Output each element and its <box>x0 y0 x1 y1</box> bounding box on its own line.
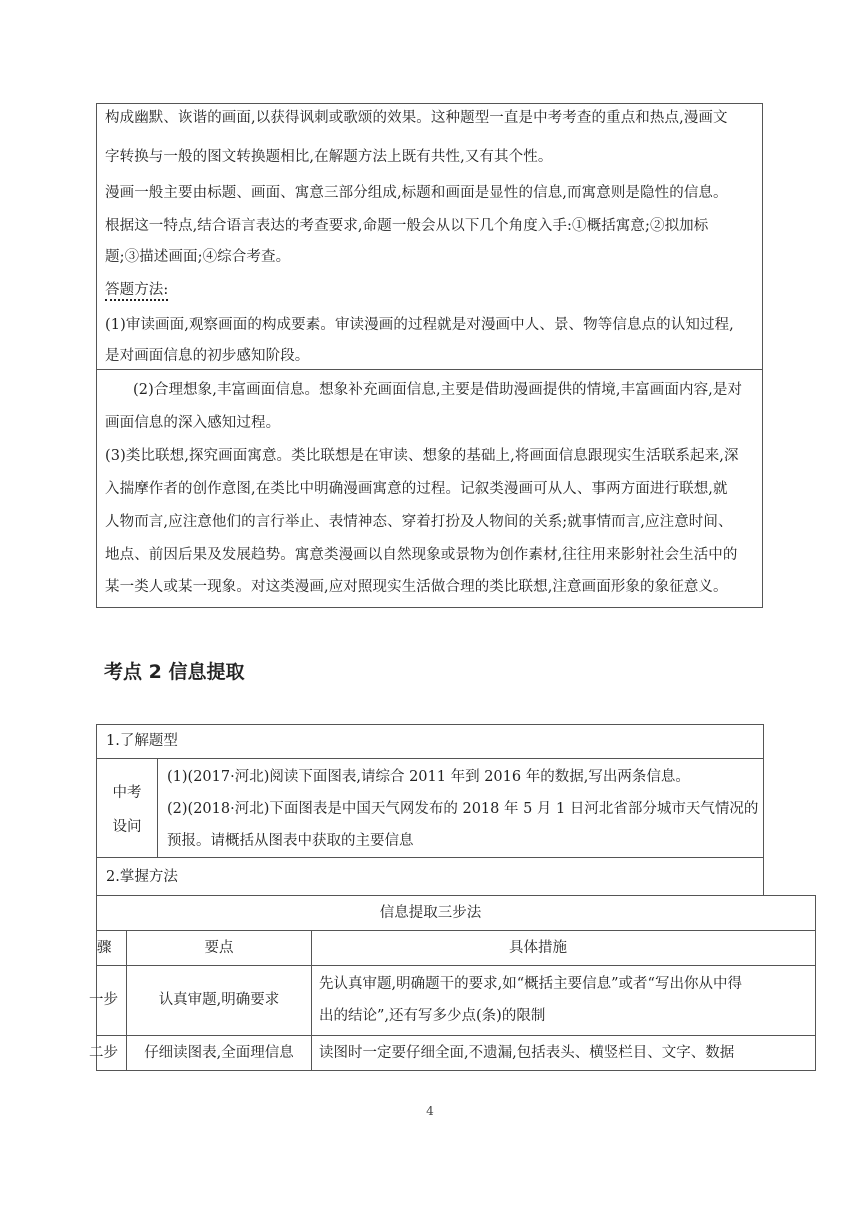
text-line: 漫画一般主要由标题、画面、寓意三部分组成,标题和画面是显性的信息,而寓意则是隐性的信息。 <box>105 185 728 201</box>
header-point: 要点 <box>204 940 234 956</box>
header-step: 骤 <box>97 940 112 956</box>
text-line: 构成幽默、诙谐的画面,以获得讽刺或歌颂的效果。这种题型一直是中考考查的重点和热点,漫画文 <box>105 110 728 126</box>
text-line: 字转换与一般的图文转换题相比,在解题方法上既有共性,又有其个性。 <box>105 149 553 165</box>
measure-line: 读图时一定要仔细全面,不遗漏,包括表头、横竖栏目、文字、数据 <box>319 1045 735 1061</box>
section-heading: 考点 2 信息提取 <box>104 661 245 683</box>
text-line: 某一类人或某一现象。对这类漫画,应对照现实生活做合理的类比联想,注意画面形象的象征意义。 <box>105 579 728 595</box>
table-subtitle: 信息提取三步法 <box>379 905 482 921</box>
table-header-row <box>96 930 816 966</box>
section-title: 1.了解题型 <box>106 733 178 749</box>
exam-label: 设问 <box>112 819 142 835</box>
point-cell <box>127 1036 312 1070</box>
page-number: 4 <box>426 1104 434 1118</box>
table-row <box>89 965 816 1036</box>
step-label: 二步 <box>89 1045 118 1061</box>
intro-box <box>96 103 763 370</box>
point-label: 仔细读图表,全面理信息 <box>144 1045 294 1061</box>
exam-question-line: (1)(2017·河北)阅读下面图表,请综合 2011 年到 2016 年的数据,写出两条信息。 <box>167 769 690 785</box>
info-extraction-table <box>89 724 764 1069</box>
point-label: 认真审题,明确要求 <box>158 992 280 1008</box>
text-line: (3)类比联想,探究画面寓意。类比联想是在审读、想象的基础上,将画面信息跟现实生活联系起来,深 <box>105 448 739 464</box>
header-cell <box>127 931 312 965</box>
header-cell <box>97 931 127 965</box>
table-row <box>89 1035 816 1071</box>
text-line: 地点、前因后果及发展趋势。寓意类漫画以自然现象或景物为创作素材,往往用来影射社会生活中的 <box>105 547 738 563</box>
step-label: 一步 <box>89 992 118 1008</box>
section-title: 2.掌握方法 <box>106 869 178 885</box>
table-section-row <box>96 857 764 896</box>
measure-line: 先认真审题,明确题干的要求,如“概括主要信息”或者“写出你从中得 <box>319 976 742 992</box>
text-line: (1)审读画面,观察画面的构成要素。审读漫画的过程就是对漫画中人、景、物等信息点的认知过程, <box>105 317 734 333</box>
point-cell <box>127 966 312 1035</box>
text-line: 是对画面信息的初步感知阶段。 <box>105 348 310 364</box>
step-cell <box>89 1036 127 1070</box>
exam-label-cell <box>97 759 158 857</box>
table-section-row <box>96 724 764 759</box>
exam-question-row <box>96 758 764 858</box>
exam-label: 中考 <box>112 785 142 801</box>
table-subtitle-row <box>96 895 816 931</box>
measure-line: 出的结论”,还有写多少点(条)的限制 <box>319 1008 546 1024</box>
text-line: 人物而言,应注意他们的言行举止、表情神态、穿着打扮及人物间的关系;就事情而言,应注意时间、 <box>105 514 733 530</box>
text-line: 入揣摩作者的创作意图,在类比中明确漫画寓意的过程。记叙类漫画可从人、事两方面进行联想,就 <box>105 481 728 497</box>
text-line: 根据这一特点,结合语言表达的考查要求,命题一般会从以下几个角度入手:①概括寓意;②拟加标 <box>105 218 709 234</box>
step-cell <box>89 966 127 1035</box>
text-line: (2)合理想象,丰富画面信息。想象补充画面信息,主要是借助漫画提供的情境,丰富画面内容,是对 <box>133 382 743 398</box>
exam-question-line: 预报。请概括从图表中获取的主要信息 <box>167 833 414 849</box>
answer-method-label: 答题方法: <box>105 280 757 301</box>
header-measure: 具体措施 <box>509 940 567 956</box>
text-line: 画面信息的深入感知过程。 <box>105 415 281 431</box>
text-line: 题;③描述画面;④综合考查。 <box>105 249 291 265</box>
method-box <box>96 370 763 608</box>
exam-question-line: (2)(2018·河北)下面图表是中国天气网发布的 2018 年 5 月 1 日河北省部分城市天气情况的 <box>167 801 759 817</box>
